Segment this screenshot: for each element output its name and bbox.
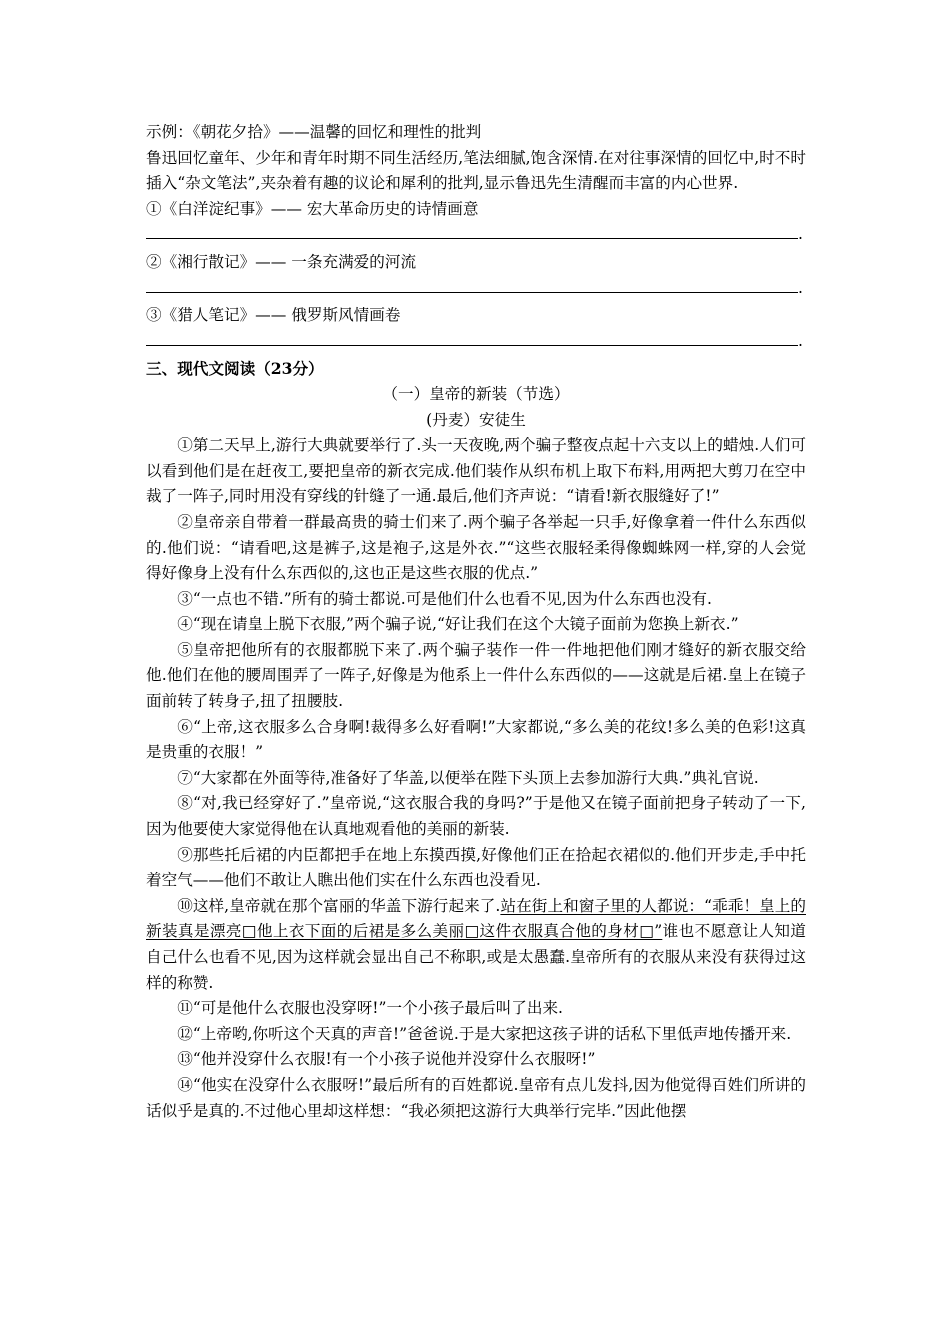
example-body: 鲁迅回忆童年、少年和青年时期不同生活经历,笔法细腻,饱含深情.在对往事深情的回忆中,时不时插入“杂文笔法”,夹杂着有趣的议论和犀利的批判,显示鲁迅先生清醒而丰富的内心世界.	[146, 148, 806, 193]
paragraph-5: ⑤皇帝把他所有的衣服都脱下来了.两个骗子装作一件一件地把他们刚才缝好的新衣服交给他.他们在他的腰周围弄了一阵子,好像是为他系上一件什么东西似的——这就是后裙.皇上在镜子面前转了转身子,扭了扭腰肢.	[146, 640, 806, 711]
paragraph-10	[146, 894, 806, 996]
paragraph-1: ①第二天早上,游行大典就要举行了.头一天夜晚,两个骗子整夜点起十六支以上的蜡烛.人们可以看到他们是在赶夜工,要把皇帝的新衣完成.他们装作从织布机上取下布料,用两把大剪刀在空中裁了一阵子,同时用没有穿线的针缝了一通.最后,他们齐声说：“请看!新衣服缝好了!”	[146, 436, 806, 506]
answer-item-1	[146, 197, 806, 248]
item-label: ③《猎人笔记》—— 俄罗斯风情画卷	[146, 306, 401, 325]
answer-item-2	[146, 250, 806, 301]
paragraph-13: ⑬“他并没穿什么衣服!有一个小孩子说他并没穿什么衣服呀!”	[177, 1050, 596, 1069]
paragraph-3: ③“一点也不错.”所有的骑士都说.可是他们什么也看不见,因为什么东西也没有.	[177, 589, 712, 608]
example-title: 示例：《朝花夕拾》——温馨的回忆和理性的批判	[146, 123, 482, 141]
item-label: ①《白洋淀纪事》—— 宏大革命历史的诗情画意	[146, 199, 479, 218]
paragraph-10-start: ⑩这样,皇帝就在那个富丽的华盖下游行起来了.	[177, 896, 501, 915]
section-heading: 三、现代文阅读（23分）	[146, 359, 324, 379]
paragraph-7: ⑦“大家都在外面等待,准备好了华盖,以便举在陛下头顶上去参加游行大典.”典礼官说.	[177, 768, 759, 787]
passage-author: (丹麦）安徒生	[426, 410, 526, 429]
answer-blank-line[interactable]: .	[146, 276, 806, 302]
paragraph-14: ⑭“他实在没穿什么衣服呀!”最后所有的百姓都说.皇帝有点儿发抖,因为他觉得百姓们所讲的话似乎是真的.不过他心里却这样想：“我必须把这游行大典举行完毕.”因此他摆	[146, 1075, 806, 1120]
paragraph-6: ⑥“上帝,这衣服多么合身啊!裁得多么好看啊!”大家都说,“多么美的花纹!多么美的色彩!这真是贵重的衣服！”	[146, 717, 806, 762]
paragraph-12: ⑫“上帝哟,你听这个天真的声音!”爸爸说.于是大家把这孩子讲的话私下里低声地传播开来.	[177, 1024, 792, 1043]
answer-item-3	[146, 303, 806, 354]
item-label: ②《湘行散记》—— 一条充满爱的河流	[146, 252, 417, 271]
answer-blank-line[interactable]: .	[146, 222, 806, 248]
document-page	[146, 120, 806, 1124]
paragraph-11: ⑪“可是他什么衣服也没穿呀!”一个小孩子最后叫了出来.	[177, 999, 564, 1018]
paragraph-8: ⑧“对,我已经穿好了.”皇帝说,“这衣服合我的身吗?”于是他又在镜子面前把身子转动了一下,因为他要使大家觉得他在认真地观看他的美丽的新装.	[146, 794, 806, 839]
paragraph-9: ⑨那些托后裙的内臣都把手在地上东摸西摸,好像他们正在拾起衣裙似的.他们开步走,手中托着空气——他们不敢让人瞧出他们实在什么东西也没看见.	[146, 845, 806, 890]
answer-blank-line[interactable]: .	[146, 329, 806, 355]
paragraph-2: ②皇帝亲自带着一群最高贵的骑士们来了.两个骗子各举起一只手,好像拿着一件什么东西似的.他们说：“请看吧,这是裤子,这是袍子,这是外衣.”“这些衣服轻柔得像蜘蛛网一样,穿的人会觉得好像身上没有什么东西似的,这也正是这些衣服的优点.”	[146, 512, 806, 583]
passage-title: （一）皇帝的新装（节选）	[382, 384, 570, 403]
underlined-sentence: 站在街上和窗子里的人都说：“乖乖！皇上的新装真是漂亮□他上衣下面的后裙是多么美丽□这件衣服真合他的身材□”	[146, 896, 806, 941]
paragraph-4: ④“现在请皇上脱下衣服,”两个骗子说,“好让我们在这个大镜子面前为您换上新衣.”	[177, 615, 739, 634]
paragraph-10-end: 谁也不愿意让人知道自己什么也看不见,因为这样就会显出自己不称职,或是太愚蠢.皇帝所有的衣服从来没有获得过这样的称赞.	[146, 922, 806, 992]
